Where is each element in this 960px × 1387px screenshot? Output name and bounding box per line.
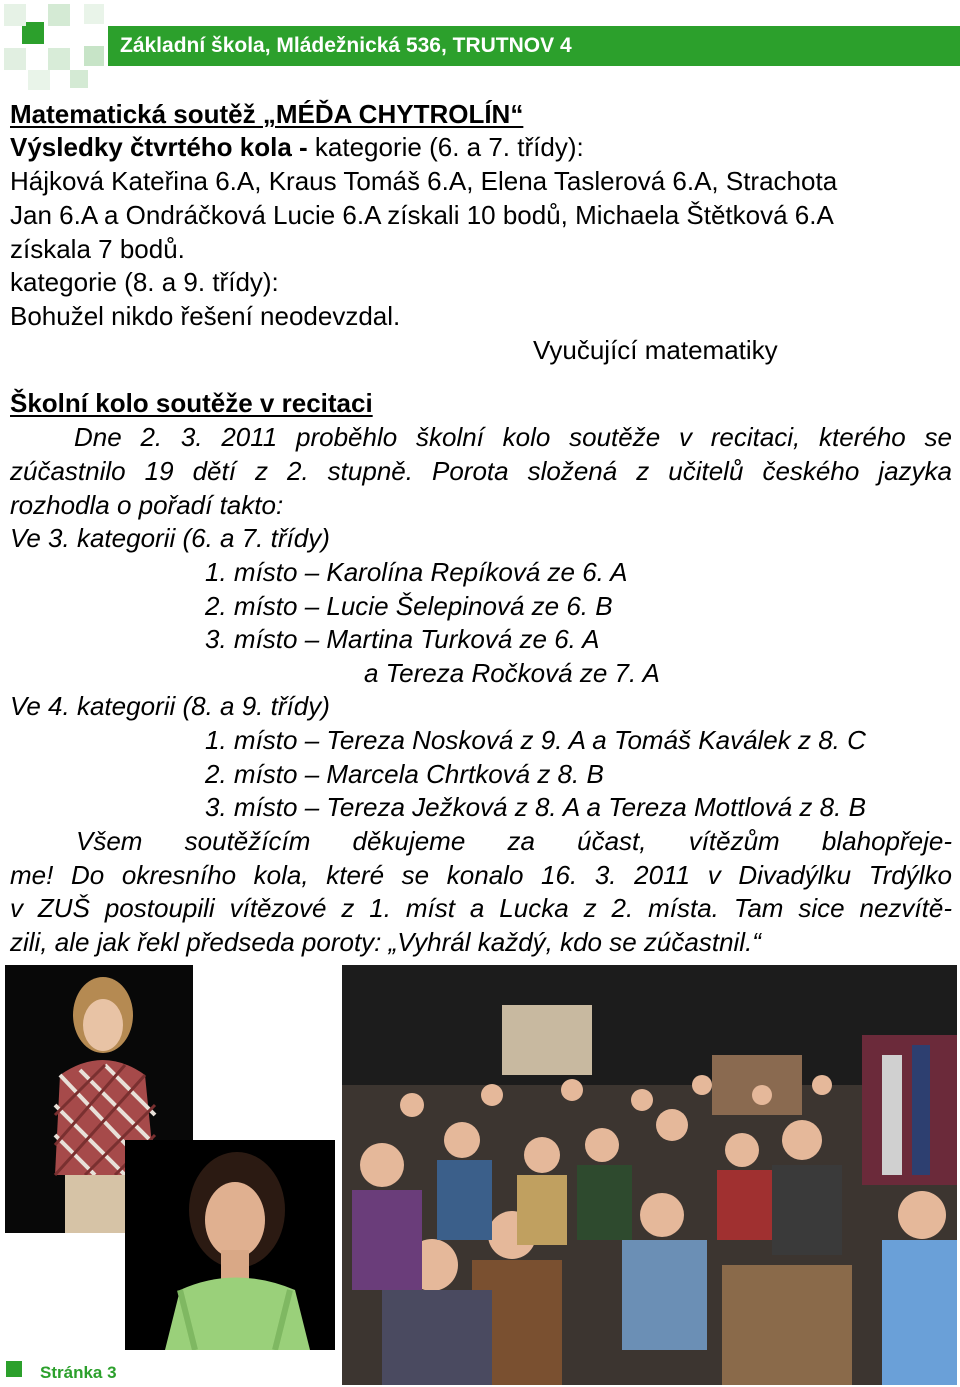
math-line: Bohužel nikdo řešení neodevzdal. (10, 301, 401, 331)
photo-audience (342, 965, 957, 1385)
category-heading: Ve 4. kategorii (8. a 9. třídy) (10, 691, 330, 721)
math-signature: Vyučující matematiky (533, 335, 778, 365)
closing-line: Všem soutěžícím děkujeme za účast, vítězům blahopřeje- (76, 826, 952, 856)
math-results-category: kategorie (6. a 7. třídy): (307, 132, 584, 162)
math-line: získala 7 bodů. (10, 234, 185, 264)
math-results-heading (10, 131, 584, 165)
result-item: 3. místo – Tereza Ježková z 8. A a Tereza Mottlová z 8. B (205, 792, 866, 822)
result-item: 1. místo – Karolína Repíková ze 6. A (205, 557, 628, 587)
recital-paragraph-line: Dne 2. 3. 2011 proběhlo školní kolo soutěže v recitaci, kterého se (74, 422, 952, 452)
math-results-bold: Výsledky čtvrtého kola - (10, 132, 308, 162)
photo-girl-green-top (125, 1140, 335, 1350)
math-line: Hájková Kateřina 6.A, Kraus Tomáš 6.A, Elena Taslerová 6.A, Strachota (10, 166, 838, 196)
math-title: Matematická soutěž „MÉĎA CHYTROLÍN“ (10, 99, 524, 129)
recital-paragraph-line: zúčastnilo 19 dětí z 2. stupně. Porota složená z učitelů českého jazyka (10, 456, 952, 486)
result-item: 1. místo – Tereza Nosková z 9. A a Tomáš Kaválek z 8. C (205, 725, 866, 755)
result-item: a Tereza Ročková ze 7. A (364, 658, 660, 688)
footer-decoration (6, 1361, 22, 1377)
math-line: kategorie (8. a 9. třídy): (10, 267, 279, 297)
category-heading: Ve 3. kategorii (6. a 7. třídy) (10, 523, 330, 553)
header-title: Základní škola, Mládežnická 536, TRUTNOV 4 (108, 26, 960, 66)
header-decoration (0, 0, 110, 90)
math-line: Jan 6.A a Ondráčková Lucie 6.A získali 10 bodů, Michaela Štětková 6.A (10, 200, 834, 230)
result-item: 3. místo – Martina Turková ze 6. A (205, 624, 600, 654)
result-item: 2. místo – Lucie Šelepinová ze 6. B (205, 591, 613, 621)
recital-title: Školní kolo soutěže v recitaci (10, 388, 373, 418)
closing-line: zili, ale jak řekl předseda poroty: „Vyhrál každý, kdo se zúčastnil.“ (10, 927, 761, 957)
closing-line: me! Do okresního kola, které se konalo 16. 3. 2011 v Divadýlku Trdýlko (10, 860, 952, 890)
closing-line: v ZUŠ postoupili vítězové z 1. míst a Lucka z 2. místa. Tam sice nezvítě- (10, 893, 952, 923)
result-item: 2. místo – Marcela Chrtková z 8. B (205, 759, 604, 789)
recital-paragraph-line: rozhodla o pořadí takto: (10, 490, 284, 520)
page-number: Stránka 3 (40, 1363, 117, 1382)
